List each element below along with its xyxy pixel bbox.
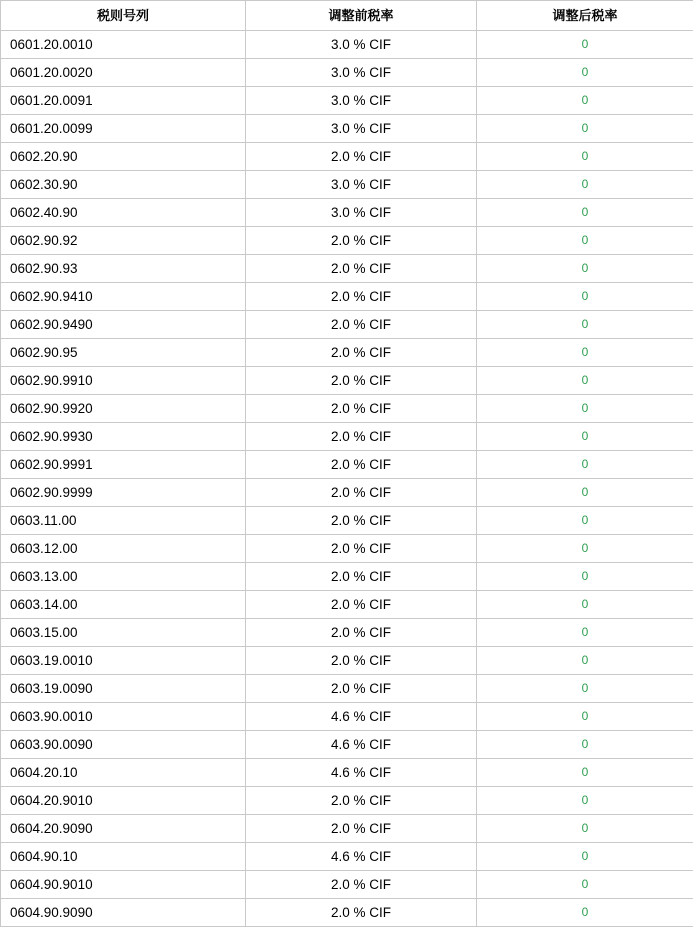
- rate-after-cell: 0: [477, 563, 693, 591]
- table-row: [1, 199, 693, 227]
- table-row: [1, 115, 693, 143]
- tariff-code-cell: 0603.19.0090: [1, 675, 246, 703]
- rate-after-cell: 0: [477, 87, 693, 115]
- rate-after-cell: 0: [477, 31, 693, 59]
- table-row: [1, 227, 693, 255]
- rate-before-cell: 2.0 % CIF: [246, 815, 477, 843]
- table-row: [1, 815, 693, 843]
- table-row: [1, 283, 693, 311]
- table-row: [1, 423, 693, 451]
- rate-before-cell: 2.0 % CIF: [246, 535, 477, 563]
- tariff-code-cell: 0602.90.92: [1, 227, 246, 255]
- tariff-code-cell: 0604.90.9090: [1, 899, 246, 927]
- table-row: [1, 843, 693, 871]
- table-row: [1, 339, 693, 367]
- table-row: [1, 59, 693, 87]
- tariff-code-cell: 0604.20.9010: [1, 787, 246, 815]
- tariff-code-cell: 0601.20.0020: [1, 59, 246, 87]
- table-row: [1, 507, 693, 535]
- rate-before-cell: 2.0 % CIF: [246, 899, 477, 927]
- rate-after-cell: 0: [477, 479, 693, 507]
- rate-after-cell: 0: [477, 311, 693, 339]
- table-row: [1, 675, 693, 703]
- rate-before-cell: 2.0 % CIF: [246, 227, 477, 255]
- tariff-code-cell: 0601.20.0010: [1, 31, 246, 59]
- rate-before-cell: 2.0 % CIF: [246, 423, 477, 451]
- rate-before-cell: 2.0 % CIF: [246, 255, 477, 283]
- rate-before-cell: 2.0 % CIF: [246, 367, 477, 395]
- rate-before-cell: 2.0 % CIF: [246, 507, 477, 535]
- tariff-code-cell: 0602.90.9490: [1, 311, 246, 339]
- rate-after-cell: 0: [477, 759, 693, 787]
- table-row: [1, 871, 693, 899]
- tariff-code-cell: 0602.90.9999: [1, 479, 246, 507]
- table-row: [1, 563, 693, 591]
- table-row: [1, 731, 693, 759]
- rate-before-cell: 3.0 % CIF: [246, 199, 477, 227]
- rate-after-cell: 0: [477, 367, 693, 395]
- rate-before-cell: 2.0 % CIF: [246, 339, 477, 367]
- table-row: [1, 367, 693, 395]
- table-row: [1, 451, 693, 479]
- rate-before-cell: 2.0 % CIF: [246, 451, 477, 479]
- rate-after-cell: 0: [477, 283, 693, 311]
- tariff-code-cell: 0601.20.0091: [1, 87, 246, 115]
- table-row: [1, 591, 693, 619]
- table-row: [1, 899, 693, 927]
- rate-before-cell: 2.0 % CIF: [246, 563, 477, 591]
- rate-before-cell: 2.0 % CIF: [246, 619, 477, 647]
- rate-after-cell: 0: [477, 647, 693, 675]
- rate-before-cell: 2.0 % CIF: [246, 311, 477, 339]
- rate-after-cell: 0: [477, 451, 693, 479]
- table-row: [1, 759, 693, 787]
- table-row: [1, 171, 693, 199]
- rate-after-cell: 0: [477, 199, 693, 227]
- rate-before-cell: 2.0 % CIF: [246, 395, 477, 423]
- tariff-code-cell: 0603.12.00: [1, 535, 246, 563]
- rate-after-cell: 0: [477, 731, 693, 759]
- tariff-code-cell: 0601.20.0099: [1, 115, 246, 143]
- tariff-code-cell: 0603.90.0010: [1, 703, 246, 731]
- rate-before-cell: 4.6 % CIF: [246, 843, 477, 871]
- tariff-code-cell: 0603.15.00: [1, 619, 246, 647]
- rate-after-cell: 0: [477, 871, 693, 899]
- column-header-rate-after: 调整后税率: [477, 1, 693, 31]
- rate-after-cell: 0: [477, 395, 693, 423]
- rate-before-cell: 2.0 % CIF: [246, 871, 477, 899]
- rate-before-cell: 4.6 % CIF: [246, 731, 477, 759]
- rate-before-cell: 2.0 % CIF: [246, 591, 477, 619]
- rate-before-cell: 2.0 % CIF: [246, 675, 477, 703]
- column-header-rate-before: 调整前税率: [246, 1, 477, 31]
- tariff-code-cell: 0604.20.10: [1, 759, 246, 787]
- rate-before-cell: 2.0 % CIF: [246, 143, 477, 171]
- rate-before-cell: 4.6 % CIF: [246, 703, 477, 731]
- rate-before-cell: 3.0 % CIF: [246, 31, 477, 59]
- rate-after-cell: 0: [477, 339, 693, 367]
- tariff-code-cell: 0602.90.93: [1, 255, 246, 283]
- tariff-code-cell: 0603.90.0090: [1, 731, 246, 759]
- rate-after-cell: 0: [477, 535, 693, 563]
- tariff-code-cell: 0604.20.9090: [1, 815, 246, 843]
- rate-before-cell: 4.6 % CIF: [246, 759, 477, 787]
- tariff-code-cell: 0602.90.9991: [1, 451, 246, 479]
- rate-after-cell: 0: [477, 815, 693, 843]
- rate-after-cell: 0: [477, 591, 693, 619]
- rate-after-cell: 0: [477, 843, 693, 871]
- table-row: [1, 703, 693, 731]
- tariff-code-cell: 0602.90.9910: [1, 367, 246, 395]
- rate-before-cell: 2.0 % CIF: [246, 283, 477, 311]
- column-header-code: 税则号列: [1, 1, 246, 31]
- rate-after-cell: 0: [477, 423, 693, 451]
- table-row: [1, 31, 693, 59]
- rate-after-cell: 0: [477, 255, 693, 283]
- table-row: [1, 395, 693, 423]
- table-row: [1, 479, 693, 507]
- table-row: [1, 311, 693, 339]
- tariff-code-cell: 0604.90.10: [1, 843, 246, 871]
- rate-after-cell: 0: [477, 619, 693, 647]
- table-body: [1, 31, 693, 927]
- tariff-code-cell: 0602.40.90: [1, 199, 246, 227]
- tariff-code-cell: 0603.14.00: [1, 591, 246, 619]
- tariff-code-cell: 0602.90.9930: [1, 423, 246, 451]
- table-header-row: [1, 1, 693, 31]
- table-row: [1, 87, 693, 115]
- rate-after-cell: 0: [477, 59, 693, 87]
- table-row: [1, 255, 693, 283]
- tariff-code-cell: 0603.13.00: [1, 563, 246, 591]
- rate-after-cell: 0: [477, 171, 693, 199]
- rate-after-cell: 0: [477, 115, 693, 143]
- tariff-code-cell: 0602.90.95: [1, 339, 246, 367]
- rate-before-cell: 2.0 % CIF: [246, 787, 477, 815]
- tariff-code-cell: 0602.90.9410: [1, 283, 246, 311]
- tariff-code-cell: 0603.11.00: [1, 507, 246, 535]
- rate-after-cell: 0: [477, 143, 693, 171]
- rate-after-cell: 0: [477, 675, 693, 703]
- rate-after-cell: 0: [477, 899, 693, 927]
- table-row: [1, 787, 693, 815]
- tariff-code-cell: 0602.20.90: [1, 143, 246, 171]
- table-row: [1, 535, 693, 563]
- rate-before-cell: 3.0 % CIF: [246, 171, 477, 199]
- tariff-code-cell: 0602.30.90: [1, 171, 246, 199]
- rate-before-cell: 3.0 % CIF: [246, 59, 477, 87]
- tariff-code-cell: 0602.90.9920: [1, 395, 246, 423]
- table-row: [1, 143, 693, 171]
- rate-after-cell: 0: [477, 507, 693, 535]
- table-header: [1, 1, 693, 31]
- rate-before-cell: 2.0 % CIF: [246, 479, 477, 507]
- rate-before-cell: 3.0 % CIF: [246, 115, 477, 143]
- rate-before-cell: 2.0 % CIF: [246, 647, 477, 675]
- table-row: [1, 619, 693, 647]
- rate-after-cell: 0: [477, 227, 693, 255]
- table-row: [1, 647, 693, 675]
- tariff-code-cell: 0603.19.0010: [1, 647, 246, 675]
- rate-after-cell: 0: [477, 703, 693, 731]
- tariff-code-cell: 0604.90.9010: [1, 871, 246, 899]
- rate-after-cell: 0: [477, 787, 693, 815]
- rate-before-cell: 3.0 % CIF: [246, 87, 477, 115]
